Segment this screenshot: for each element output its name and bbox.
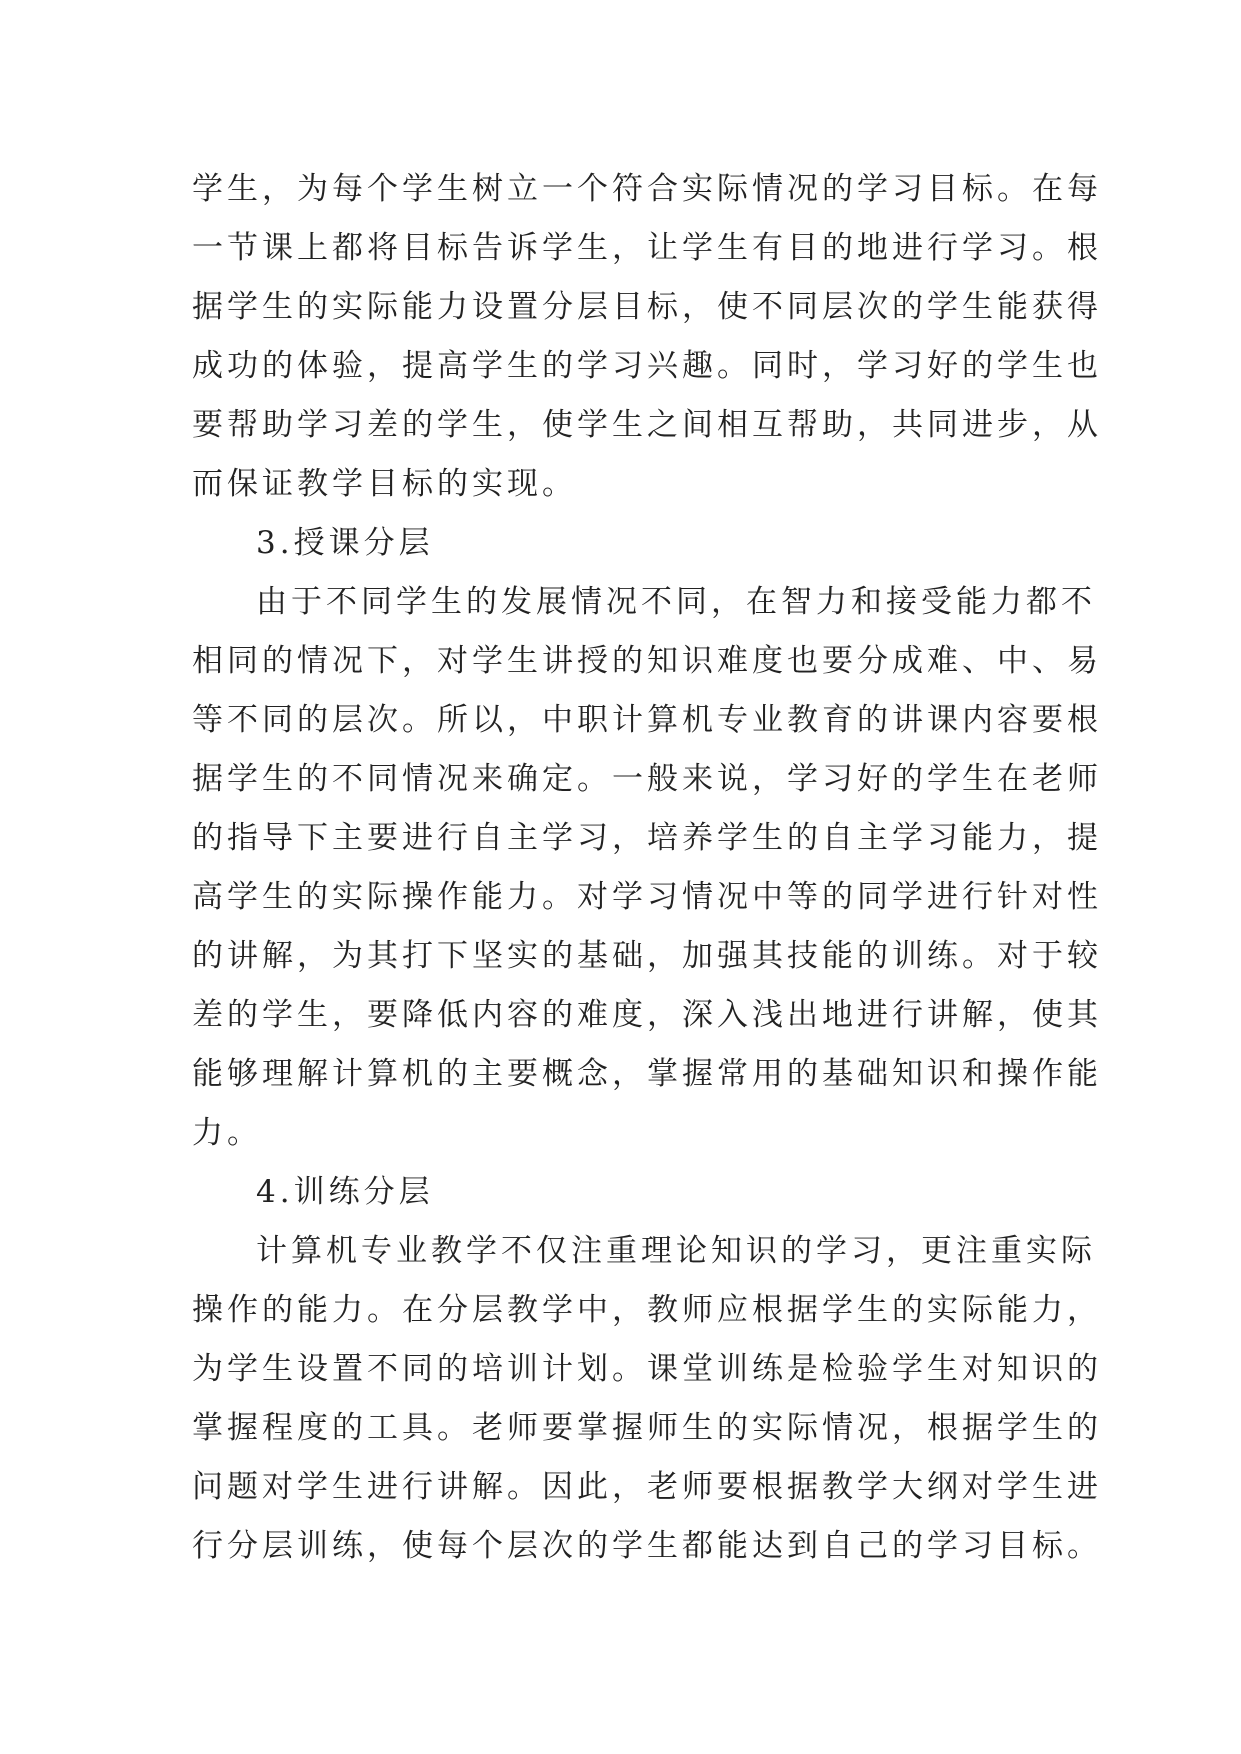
text-line: 相同的情况下，对学生讲授的知识难度也要分成难、中、易 [192, 643, 1102, 679]
text-line: 的讲解，为其打下坚实的基础，加强其技能的训练。对于较 [192, 938, 1102, 974]
text-line: 能够理解计算机的主要概念，掌握常用的基础知识和操作能 [192, 1056, 1102, 1092]
text-line: 据学生的不同情况来确定。一般来说，学习好的学生在老师 [192, 761, 1102, 797]
section-heading-4: 4.训练分层 [256, 1174, 434, 1210]
text-line: 成功的体验，提高学生的学习兴趣。同时，学习好的学生也 [192, 348, 1102, 384]
text-line: 一节课上都将目标告诉学生，让学生有目的地进行学习。根 [192, 230, 1102, 266]
document-body [192, 160, 1102, 1576]
paragraph-training-layering [192, 1222, 1102, 1576]
text-line: 为学生设置不同的培训计划。课堂训练是检验学生对知识的 [192, 1351, 1102, 1387]
text-line: 行分层训练，使每个层次的学生都能达到自己的学习目标。 [192, 1528, 1102, 1564]
text-line: 等不同的层次。所以，中职计算机专业教育的讲课内容要根 [192, 702, 1102, 738]
text-line: 操作的能力。在分层教学中，教师应根据学生的实际能力， [192, 1292, 1102, 1328]
text-line: 力。 [192, 1115, 262, 1151]
text-line: 差的学生，要降低内容的难度，深入浅出地进行讲解，使其 [192, 997, 1102, 1033]
text-line: 学生，为每个学生树立一个符合实际情况的学习目标。在每 [192, 171, 1102, 207]
text-line: 掌握程度的工具。老师要掌握师生的实际情况，根据学生的 [192, 1410, 1102, 1446]
text-line: 而保证教学目标的实现。 [192, 466, 577, 502]
section-heading-3: 3.授课分层 [256, 525, 434, 561]
text-line: 问题对学生进行讲解。因此，老师要根据教学大纲对学生进 [192, 1469, 1102, 1505]
text-line: 的指导下主要进行自主学习，培养学生的自主学习能力，提 [192, 820, 1102, 856]
text-line: 据学生的实际能力设置分层目标，使不同层次的学生能获得 [192, 289, 1102, 325]
text-line: 由于不同学生的发展情况不同，在智力和接受能力都不 [256, 584, 1096, 620]
text-line: 要帮助学习差的学生，使学生之间相互帮助，共同进步，从 [192, 407, 1102, 443]
paragraph-goal-layering [192, 160, 1102, 514]
text-line: 高学生的实际操作能力。对学习情况中等的同学进行针对性 [192, 879, 1102, 915]
text-line: 计算机专业教学不仅注重理论知识的学习，更注重实际 [256, 1233, 1096, 1269]
paragraph-teaching-layering [192, 573, 1102, 1163]
